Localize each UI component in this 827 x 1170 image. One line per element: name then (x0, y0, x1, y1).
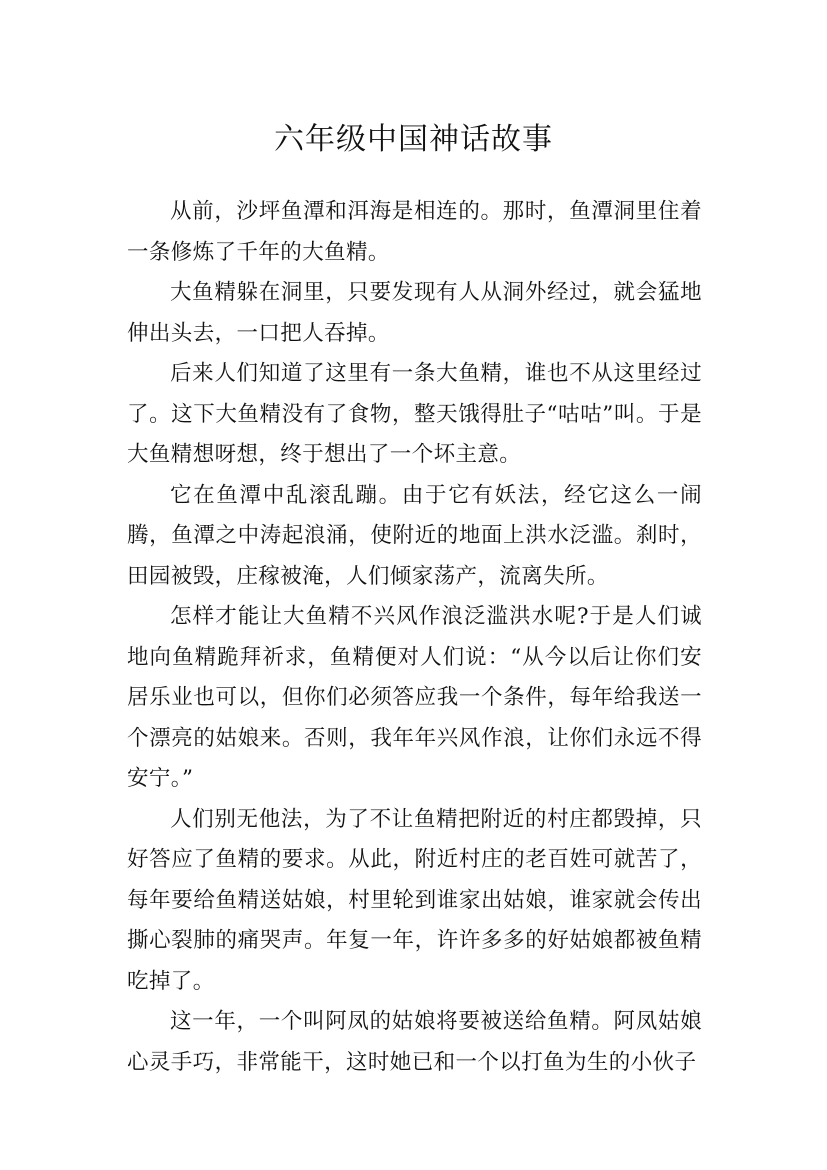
paragraph: 这一年，一个叫阿凤的姑娘将要被送给鱼精。阿凤姑娘心灵手巧，非常能干，这时她已和一个以打鱼为生的小伙子 (127, 1009, 702, 1075)
paragraph: 人们别无他法，为了不让鱼精把附近的村庄都毁掉，只好答应了鱼精的要求。从此，附近村庄的老百姓可就苦了，每年要给鱼精送姑娘，村里轮到谁家出姑娘，谁家就会传出撕心裂肺的痛哭声。年复一年，许许多多的好姑娘都被鱼精吃掉了。 (127, 806, 702, 994)
document-title: 六年级中国神话故事 (274, 122, 553, 158)
paragraph: 它在鱼潭中乱滚乱蹦。由于它有妖法，经它这么一闹腾，鱼潭之中涛起浪涌，使附近的地面上洪水泛滥。刹时，田园被毁，庄稼被淹，人们倾家荡产，流离失所。 (127, 482, 702, 589)
paragraph: 怎样才能让大鱼精不兴风作浪泛滥洪水呢?于是人们诚地向鱼精跪拜祈求，鱼精便对人们说：“从今以后让你们安居乐业也可以，但你们必须答应我一个条件，每年给我送一个漂亮的姑娘来。否则，我年年兴风作浪，让你们永远不得安宁。” (127, 604, 702, 791)
paragraph: 大鱼精躲在洞里，只要发现有人从洞外经过，就会猛地伸出头去，一口把人吞掉。 (127, 280, 702, 346)
document-body (127, 192, 702, 1083)
paragraph: 后来人们知道了这里有一条大鱼精，谁也不从这里经过了。这下大鱼精没有了食物，整天饿得肚子“咕咕”叫。于是大鱼精想呀想，终于想出了一个坏主意。 (127, 361, 702, 467)
paragraph: 从前，沙坪鱼潭和洱海是相连的。那时，鱼潭洞里住着一条修炼了千年的大鱼精。 (127, 199, 702, 265)
